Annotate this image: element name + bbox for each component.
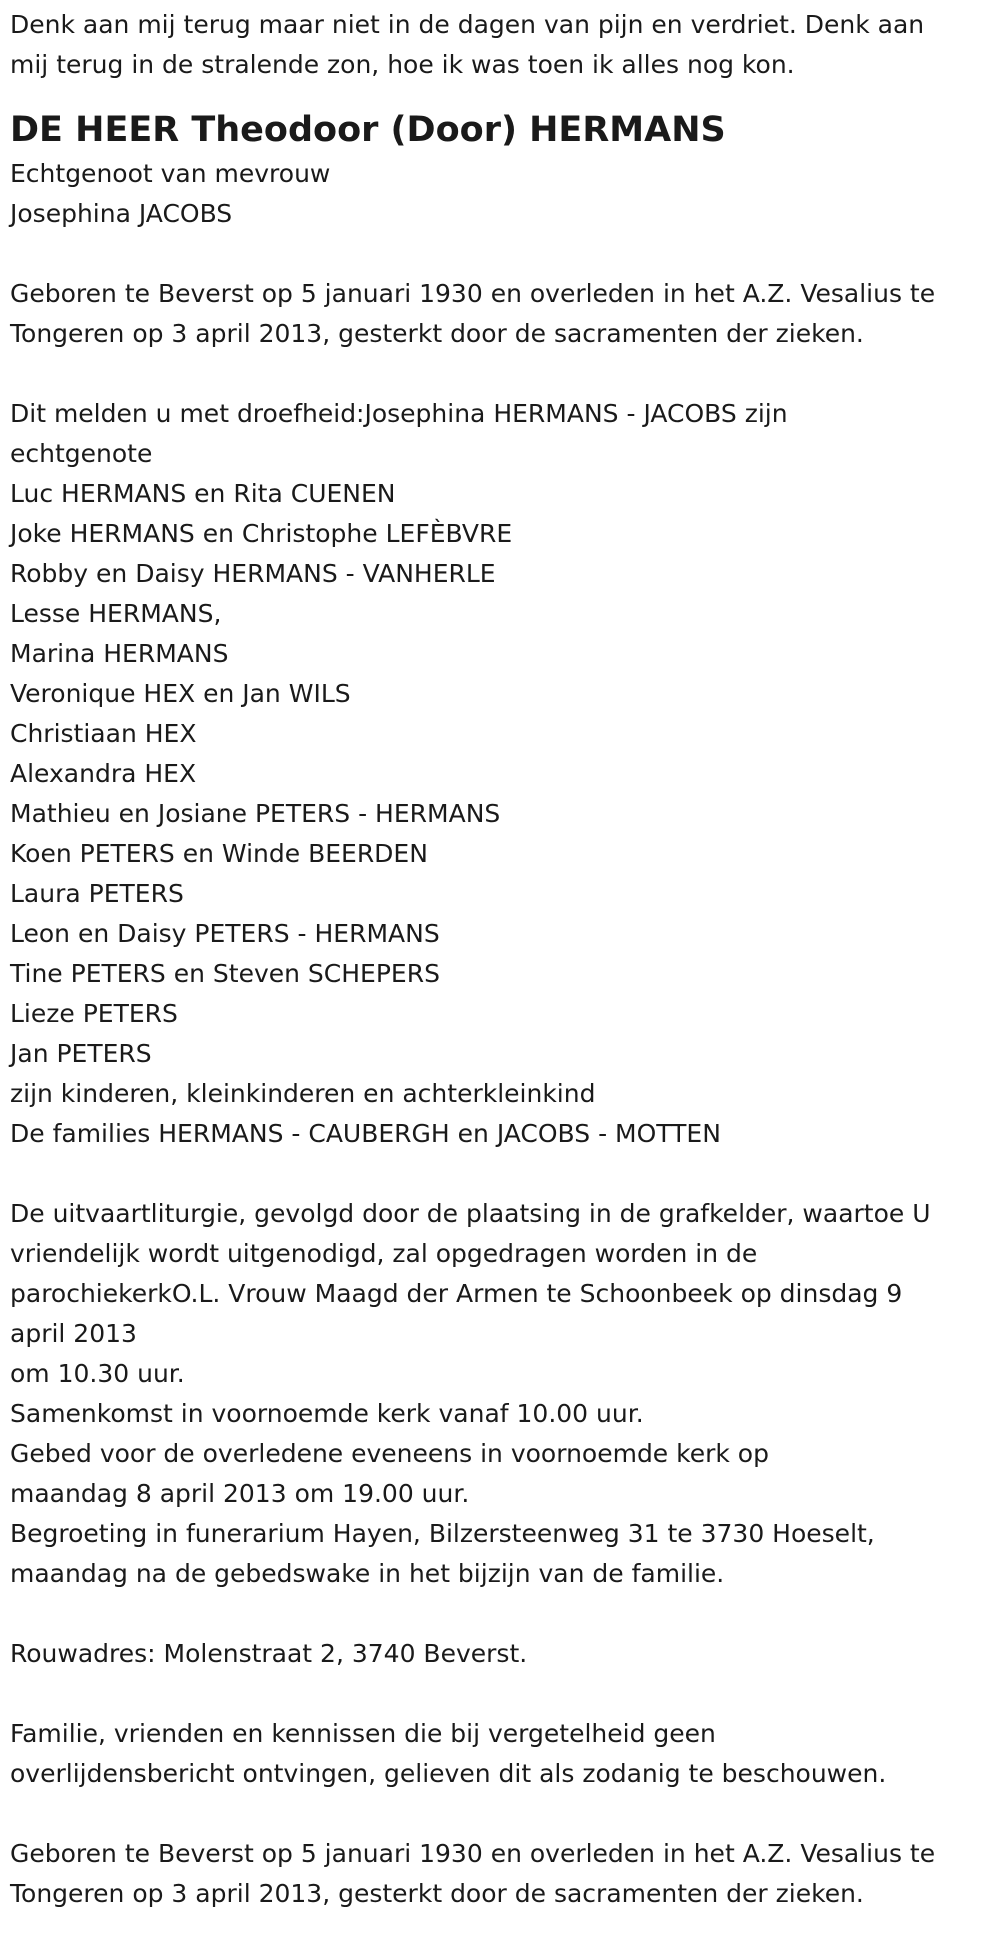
deceased-name-title: DE HEER Theodoor (Door) HERMANS [10,110,726,150]
birth-death-line: Geboren te Beverst op 5 januari 1930 en overleden in het A.Z. Vesalius te [10,279,936,308]
family-line: Marina HERMANS [10,639,229,668]
funeral-line: maandag na de gebedswake in het bijzijn van de familie. [10,1559,725,1588]
family-line: Laura PETERS [10,879,184,908]
funeral-details [10,1194,1000,1594]
address-line: Rouwadres: Molenstraat 2, 3740 Beverst. [10,1639,528,1668]
family-line: Veronique HEX en Jan WILS [10,679,351,708]
funeral-line: vriendelijk wordt uitgenodigd, zal opgedragen worden in de [10,1239,758,1268]
family-line: zijn kinderen, kleinkinderen en achterkleinkind [10,1079,596,1108]
funeral-line: parochiekerkO.L. Vrouw Maagd der Armen te Schoonbeek op dinsdag 9 [10,1279,903,1308]
birth-death-block [10,274,1000,354]
funeral-line: De uitvaartliturgie, gevolgd door de plaatsing in de grafkelder, waartoe U [10,1199,931,1228]
birth-death-line: Geboren te Beverst op 5 januari 1930 en overleden in het A.Z. Vesalius te [10,1839,936,1868]
family-line: Lieze PETERS [10,999,178,1028]
family-line: Dit melden u met droefheid:Josephina HERMANS - JACOBS zijn [10,399,788,428]
opening-quote [10,5,1000,85]
birth-death-repeat-block [10,1834,1000,1914]
funeral-line: om 10.30 uur. [10,1359,185,1388]
family-line: Leon en Daisy PETERS - HERMANS [10,919,440,948]
funeral-line: april 2013 [10,1319,137,1348]
mourning-address [10,1634,1000,1674]
family-line: echtgenote [10,439,153,468]
spouse-line: Josephina JACOBS [10,199,233,228]
notice-block [10,1714,1000,1794]
quote-line: mij terug in de stralende zon, hoe ik was toen ik alles nog kon. [10,50,795,79]
family-line: Alexandra HEX [10,759,197,788]
family-line: Mathieu en Josiane PETERS - HERMANS [10,799,501,828]
family-line: Robby en Daisy HERMANS - VANHERLE [10,559,496,588]
funeral-line: Samenkomst in voornoemde kerk vanaf 10.00 uur. [10,1399,644,1428]
funeral-line: Begroeting in funerarium Hayen, Bilzersteenweg 31 te 3730 Hoeselt, [10,1519,875,1548]
family-line: Jan PETERS [10,1039,152,1068]
notice-line: overlijdensbericht ontvingen, gelieven dit als zodanig te beschouwen. [10,1759,887,1788]
spouse-line: Echtgenoot van mevrouw [10,159,331,188]
funeral-line: Gebed voor de overledene eveneens in voornoemde kerk op [10,1439,769,1468]
funeral-line: maandag 8 april 2013 om 19.00 uur. [10,1479,470,1508]
birth-death-line: Tongeren op 3 april 2013, gesterkt door de sacramenten der zieken. [10,319,864,348]
notice-line: Familie, vrienden en kennissen die bij vergetelheid geen [10,1719,716,1748]
quote-line: Denk aan mij terug maar niet in de dagen van pijn en verdriet. Denk aan [10,10,925,39]
family-line: Joke HERMANS en Christophe LEFÈBVRE [10,519,513,548]
family-line: Tine PETERS en Steven SCHEPERS [10,959,440,988]
birth-death-line: Tongeren op 3 april 2013, gesterkt door de sacramenten der zieken. [10,1879,864,1908]
family-line: Luc HERMANS en Rita CUENEN [10,479,396,508]
family-line: De families HERMANS - CAUBERGH en JACOBS - MOTTEN [10,1119,721,1148]
spouse-block [10,154,1000,234]
family-line: Koen PETERS en Winde BEERDEN [10,839,428,868]
family-line: Christiaan HEX [10,719,197,748]
family-list [10,394,1000,1154]
family-line: Lesse HERMANS, [10,599,222,628]
